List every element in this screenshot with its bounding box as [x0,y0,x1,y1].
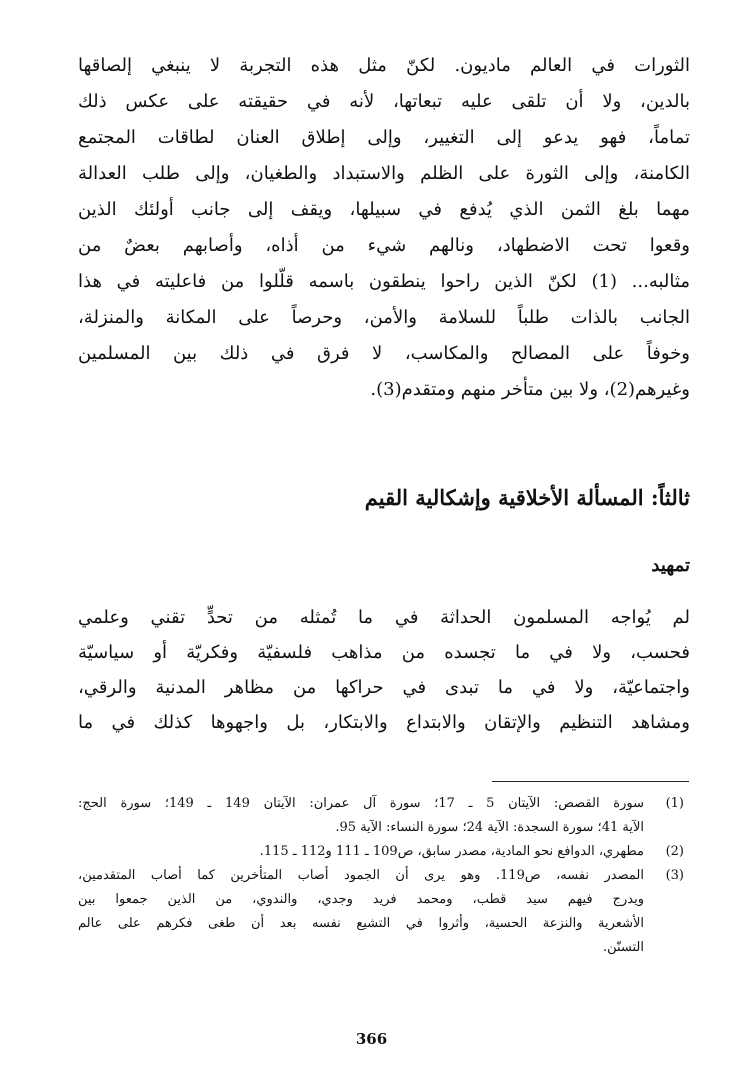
text-line: مهما بلغ الثمن الذي يُدفع في سبيلها، ويقف إلى جانب أولئك الذين [78,199,690,220]
text-line: الجانب بالذات طلباً للسلامة والأمن، وحرصاً على المكانة والمنزلة، [78,307,690,328]
footnote-line: التسنّن. [602,940,644,955]
footnote-line: الأشعرية والنزعة الحسية، وأثروا في التشيع نفسه بعد أن طغى فكرهم على عالم [78,916,644,931]
footnotes [78,792,690,960]
text-line: ومشاهد التنظيم والإتقان والابتداع والابتكار، بل واجهوها كذلك في ما [78,712,690,733]
body-paragraph-1 [78,48,690,408]
section-heading: ثالثاً: المسألة الأخلاقية وإشكالية القيم [364,485,690,510]
page-number: 366 [355,1030,388,1048]
footnote-2 [78,840,690,864]
footnote-number: (2) [665,844,684,859]
footnote-line: سورة القصص: الآيتان 5 ـ 17؛ سورة آل عمران: الآيتان 149 ـ 149؛ سورة الحج: [78,796,644,811]
footnote-separator [492,781,689,782]
footnote-number: (3) [665,868,684,883]
text-line: تماماً، فهو يدعو إلى التغيير، وإلى إطلاق العنان لطاقات المجتمع [78,127,690,148]
text-line: وقعوا تحت الاضطهاد، ونالهم شيء من أذاه، وأصابهم بعضٌ من [78,235,690,256]
footnote-3 [78,864,690,960]
footnote-line: مطهري، الدوافع نحو المادية، مصدر سابق، ص109 ـ 111 و112 ـ 115. [259,844,644,859]
footnote-line: المصدر نفسه، ص119. وهو يرى أن الجمود أصاب المتأخرين كما أصاب المتقدمين، [78,868,644,883]
footnote-line: ويدرج فيهم سيد قطب، ومحمد فريد وجدي، والندوي، من الذين جمعوا بين [78,892,644,907]
text-line: فحسب، ولا في ما تجسده من مذاهب فلسفيّة وفكريّة أو سياسيّة [78,642,690,663]
text-line: الثورات في العالم ماديون. لكنّ مثل هذه التجربة لا ينبغي إلصاقها [78,55,690,76]
footnote-number: (1) [665,796,684,811]
footnote-line: الآية 41؛ سورة السجدة: الآية 24؛ سورة النساء: الآية 95. [335,820,644,835]
footnote-1 [78,792,690,840]
text-line: الكامنة، وإلى الثورة على الظلم والاستبداد والطغيان، وإلى طلب العدالة [78,163,690,184]
text-line: لم يُواجه المسلمون الحداثة في ما تُمثله من تحدٍّ تقني وعلمي [78,607,690,628]
body-paragraph-2 [78,600,690,740]
text-line: بالدين، ولا أن تلقى عليه تبعاتها، لأنه في حقيقته على عكس ذلك [78,91,690,112]
text-line: وخوفاً على المصالح والمكاسب، لا فرق في ذلك بين المسلمين [78,343,690,364]
text-line: مثالبه... (1) لكنّ الذين راحوا ينطقون باسمه قلّلوا من فاعليته في هذا [78,271,690,292]
text-line: واجتماعيّة، ولا في ما تبدى في حراكها من مظاهر المدنية والرقي، [78,677,690,698]
subheading: تمهيد [651,555,690,576]
text-line: وغيرهم(2)، ولا بين متأخر منهم ومتقدم(3). [370,379,690,400]
